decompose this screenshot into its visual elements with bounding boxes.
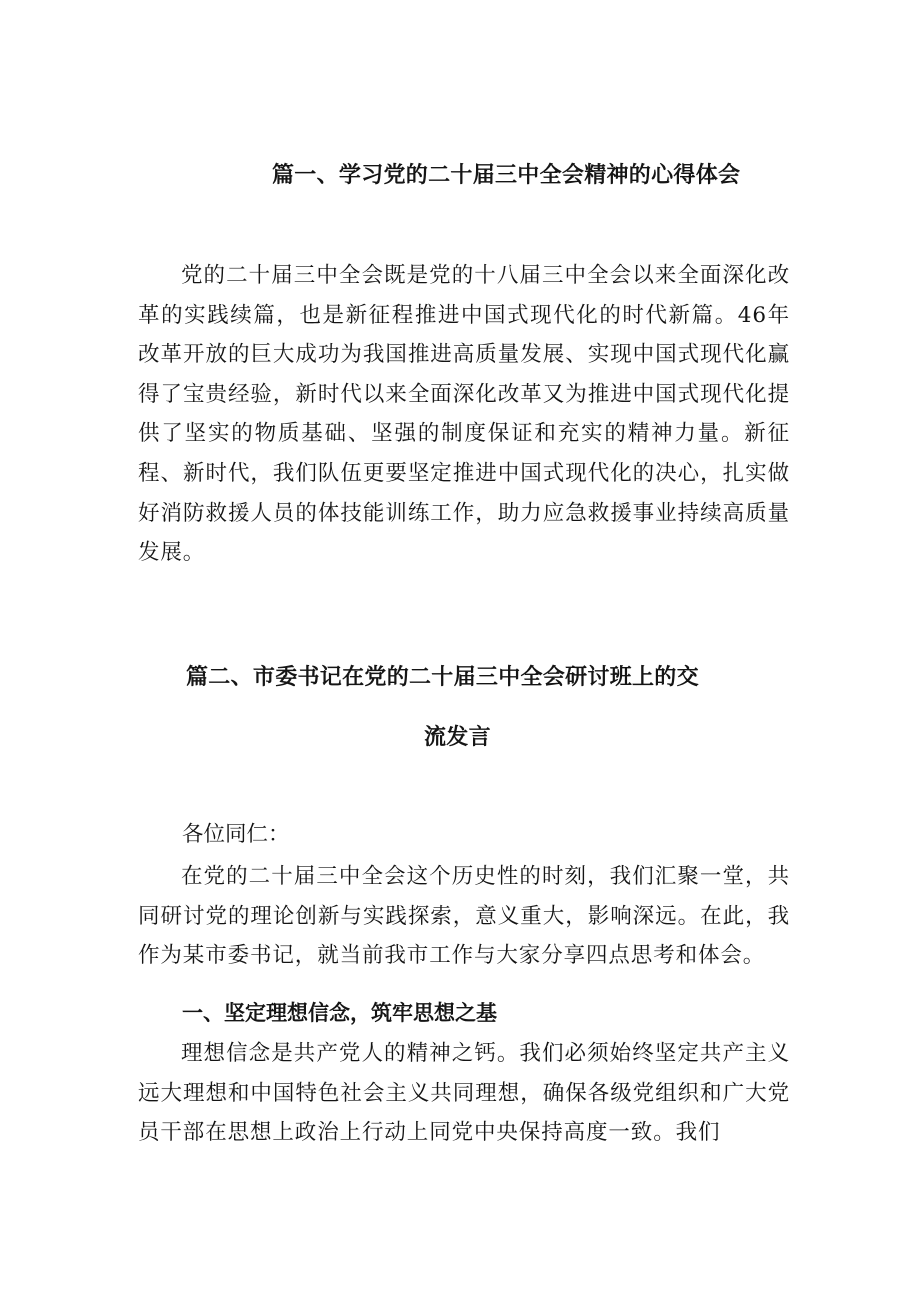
paragraph-1: 理想信念是共产党人的精神之钙。我们必须始终坚定共产主义远大理想和中国特色社会主义共同理想，确保各级党组织和广大党员干部在思想上政治上行动上同党中央保持高度一致。我们: [138, 1041, 790, 1146]
section-2-title-line-1: 篇二、市委书记在党的二十届三中全会研讨班上的交: [186, 665, 699, 690]
subheading-1: 一、坚定理想信念，筑牢思想之基: [182, 1001, 497, 1025]
salutation: 各位同仁：: [182, 822, 290, 847]
section-1-paragraph: 党的二十届三中全会既是党的十八届三中全会以来全面深化改革的实践续篇，也是新征程推进中国式现代化的时代新篇。46年改革开放的巨大成功为我国推进高质量发展、实现中国式现代化赢得了宝贵经验，新时代以来全面深化改革又为推进中国式现代化提供了坚实的物质基础、坚强的制度保证和充实的精神力量。新征程、新时代，我们队伍更要坚定推进中国式现代化的决心，扎实做好消防救援人员的体技能训练工作，助力应急救援事业持续高质量发展。: [138, 263, 790, 566]
section-2-title-line-2: 流发言: [424, 725, 491, 750]
section-2-intro-paragraph: 在党的二十届三中全会这个历史性的时刻，我们汇聚一堂，共同研讨党的理论创新与实践探索，意义重大，影响深远。在此，我作为某市委书记，就当前我市工作与大家分享四点思考和体会。: [138, 864, 790, 969]
section-1-title: 篇一、学习党的二十届三中全会精神的心得体会: [272, 163, 741, 188]
